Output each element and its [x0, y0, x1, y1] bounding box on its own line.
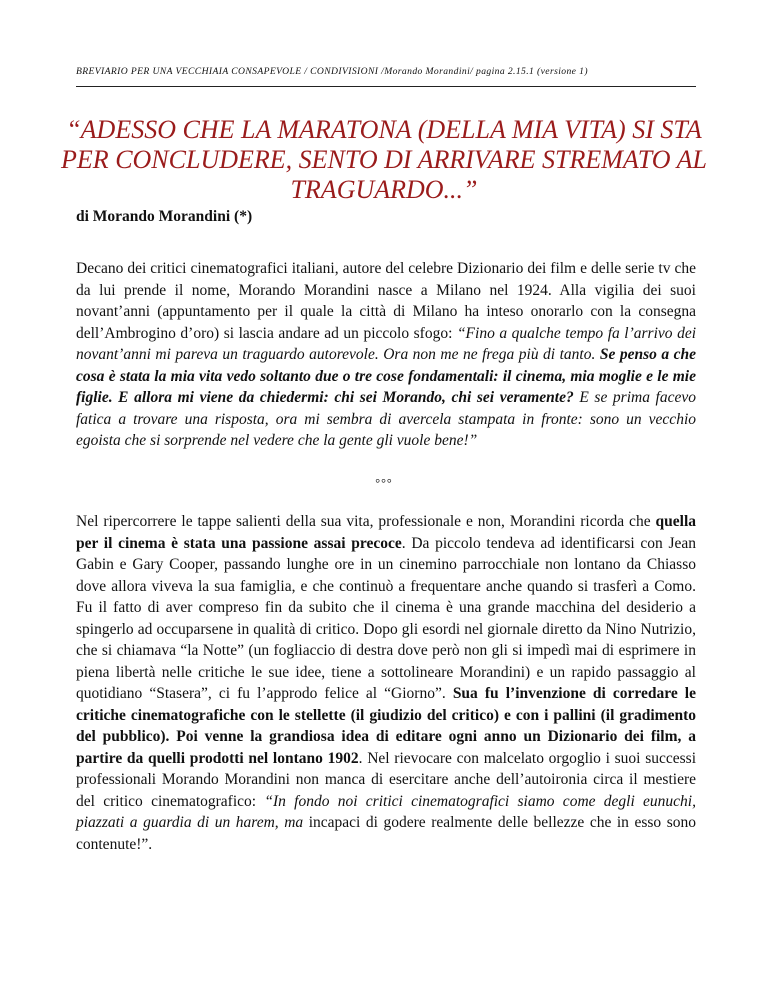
p1-quote-end: E se prima facevo fatica a trovare una risposta, ora mi sembra di avercela stampata in fronte: sono un vecchio egoista che si sorprende nel vedere che la gente gli vuole bene!”: [76, 389, 696, 449]
p1-quote-emphasis: Se penso a che cosa è stata la mia vita vedo soltanto due o tre cose fondamentali: il cinema, mia moglie e le mie figlie. E allora mi viene da chiedermi: chi sei Morando, chi sei veramente?: [76, 346, 696, 406]
paragraph-2: [76, 511, 696, 855]
running-header: BREVIARIO PER UNA VECCHIAIA CONSAPEVOLE / CONDIVISIONI /Morando Morandini/ pagina 2.15.1 (versione 1): [76, 66, 588, 77]
p2-quote: “In fondo noi critici cinematografici siamo come degli eunuchi, piazzati a guardia di un harem, ma: [76, 792, 696, 831]
p2-quote-end: incapaci di godere realmente delle bellezze che in esso sono contenute!”.: [76, 814, 696, 853]
p2-text-a: Nel ripercorrere le tappe salienti della sua vita, professionale e non, Morandini ricorda che: [76, 513, 656, 530]
p2-text-b: . Da piccolo tendeva ad identificarsi con Jean Gabin e Gary Cooper, passando lunghe ore in un cinemino parrocchiale non lontano da Chiasso dove allora viveva la sua famiglia, e che continuò a frequentare anche quando si trasferì a Como. Fu il fatto di aver compreso fin da subito che il cinema è una grande macchina del desiderio a spingerlo ad occuparsene in qualità di critico. Dopo gli esordi nel giornale diretto da Nino Nutrizio, che si chiamava “la Notte” (un fogliaccio di destra dove però non gli si impedì mai di esprimere in piena libertà nelle critiche le sue idee, tiene a sottolineare Morandini) e un rapido passaggio al quotidiano “Stasera”, ci fu l’approdo felice al “Giorno”.: [76, 534, 696, 702]
paragraph-1: [76, 258, 696, 452]
section-separator: °°°: [375, 476, 393, 490]
p2-emphasis-b: Sua fu l’invenzione di corredare le critiche cinematografiche con le stellette (il giudizio del critico) e con i pallini (il gradimento del pubblico). Poi venne la grandiosa idea di editare ogni anno un Dizionario dei film, a partire da quelli prodotti nel lontano 1902: [76, 685, 696, 767]
p1-quote: “Fino a qualche tempo fa l’arrivo dei novant’anni mi pareva un traguardo autorevole. Ora non me ne frega più di tanto.: [76, 324, 697, 363]
article-title: “ADESSO CHE LA MARATONA (DELLA MIA VITA) SI STA PER CONCLUDERE, SENTO DI ARRIVARE STREMATO AL TRAGUARDO...”: [61, 115, 707, 204]
byline: di Morando Morandini (*): [76, 208, 253, 225]
p2-text-c: . Nel rievocare con malcelato orgoglio i suoi successi professionali Morando Morandini non manca di esercitare anche dell’autoironia circa il mestiere del critico cinematografico:: [76, 749, 696, 810]
p1-text: Decano dei critici cinematografici italiani, autore del celebre Dizionario dei film e delle serie tv che da lui prende il nome, Morando Morandini nasce a Milano nel 1924. Alla vigilia dei suoi novant’anni (appuntamento per il quale la città di Milano ha inteso onorarlo con la consegna dell’Ambrogino d’oro) si lascia andare ad un piccolo sfogo:: [76, 260, 696, 342]
header-rule: [76, 86, 696, 87]
p2-emphasis-a: quella per il cinema è stata una passione assai precoce: [76, 513, 696, 552]
